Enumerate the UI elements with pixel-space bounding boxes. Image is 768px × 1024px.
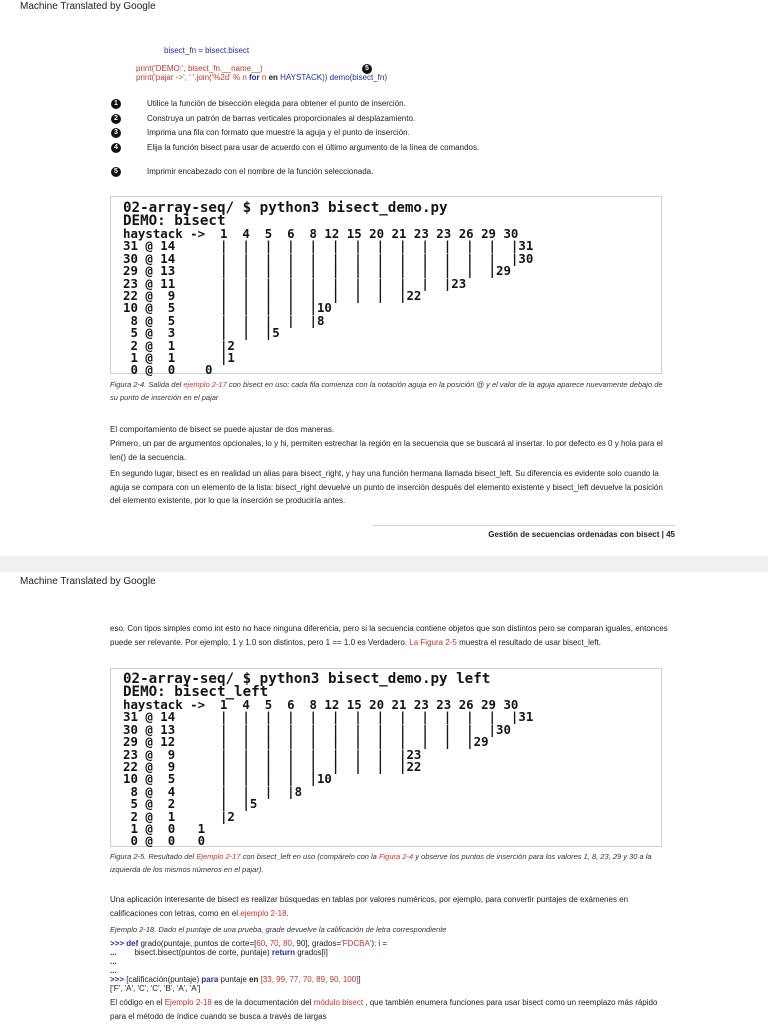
code-line-bisect-call: ... bisect.bisect(puntos de corte, puntaje) return grados[i]: [110, 948, 328, 957]
footer-rule: [373, 525, 675, 526]
paragraph-intro: eso. Con tipos simples como int esto no hace ninguna diferencia, pero si la secuencia contiene objetos que son distintos pero se comparan iguales, entonces puede ser relevante. Por ejemplo, 1 y 1.0 son distintos, pero 1 == 1.0 es Verdadero. La Figura 2-5 muestra el resultado de usar bisect_left.: [110, 624, 668, 647]
link-ejemplo-2-17[interactable]: ejemplo 2-17: [183, 380, 227, 389]
callout-3-icon: 3: [111, 128, 121, 138]
callout-5-icon: 5: [362, 64, 372, 74]
callout-5b-icon: 5: [111, 167, 121, 177]
machine-translated-label: Machine Translated by Google: [20, 576, 156, 587]
link-figura-2-5[interactable]: La Figura 2-5: [409, 637, 457, 647]
code-line-continuation: ...: [110, 966, 117, 975]
terminal-header: 02-array-seq/ $ python3 bisect_demo.py left DEMO: bisect_left: [123, 671, 491, 700]
link-ejemplo-2-18[interactable]: Ejemplo 2-18: [164, 998, 212, 1007]
code-line-result: ['F', 'A', 'C', 'C', 'B', 'A', 'A']: [110, 984, 201, 993]
callout-2-icon: 2: [111, 114, 121, 124]
link-ejemplo-2-17[interactable]: Ejemplo 2-17: [196, 852, 241, 861]
code-line-continuation: ...: [110, 957, 117, 966]
terminal-output-bisect-left: [110, 668, 662, 847]
terminal-header: 02-array-seq/ $ python3 bisect_demo.py DEMO: bisect: [123, 200, 448, 229]
page-46: [0, 572, 768, 1024]
code-line-def-grado: >>> def grado(puntaje, puntos de corte=[60, 70, 80, 90], grados='FDCBA'): i =: [110, 939, 388, 948]
example-caption-2-18: Ejemplo 2-18. Dado el puntaje de una prueba, grade devuelve la calificación de letra correspondiente: [110, 925, 447, 934]
code-line-list-comprehension: >>> [calificación(puntaje) para puntaje en [33, 99, 77, 70, 89, 90, 100]]: [110, 975, 361, 984]
code-line-print-demo: print('DEMO:', bisect_fn.__name__): [136, 64, 263, 73]
code-line-print-haystack: print('pajar ->', ' '.join('%2d' % n for n en HAYSTACK)) demo(bisect_fn): [136, 73, 387, 82]
terminal-output-bisect: [110, 196, 662, 378]
bullet-text-1: Utilice la función de bisección elegida para obtener el punto de inserción.: [147, 99, 406, 108]
paragraph-bisect-right: En segundo lugar, bisect es en realidad un alias para bisect_right, y hay una función hermana llamada bisect_left. Su diferencia es evidente solo cuando la aguja se compara con un elemento de la lista: bisect_right devuelve un punto de inserción después del elemento existente y bisect_left devuelve la posición del elemento existente, por lo que la inserción se produciría antes.: [110, 469, 663, 505]
figure-caption-2-5: Figura 2-5. Resultado del Ejemplo 2-17 con bisect_left en uso (compárelo con la Figura 2-4 y observe los puntos de inserción para los valores 1, 8, 23, 29 y 30 a la izquierda de los mismos números en el pajar).: [110, 852, 652, 874]
figure-caption-2-4: Figura 2-4. Salida del ejemplo 2-17 con bisect en uso: cada fila comienza con la notación aguja en la posición @ y el valor de la aguja aparece nuevamente debajo de su punto de inserción en el pajar: [110, 380, 663, 402]
link-ejemplo-2-18[interactable]: ejemplo 2-18: [240, 908, 287, 918]
page-footer: Gestión de secuencias ordenadas con bisect | 45: [488, 530, 675, 539]
terminal-body: haystack -> 1 4 5 6 8 12 15 20 21 23 23 26 29 30 31 @ 14 | | | | | | | | | | | | | |31 30 @ 13 | | | | | | | | | | | | |30 29 @ 12 | | | | | | | | | | | |29 23 @ 9 | | | | | | | | |23 22 @ 9 | | | | | | | | |22 10 @ 5 | | | | |10 8 @ 4 | | | |8 5 @ 2 | |5 2 @ 1 |2 1 @ 0 1 0 @ 0 0: [123, 697, 534, 849]
terminal-body: haystack -> 1 4 5 6 8 12 15 20 21 23 23 26 29 30 31 @ 14 | | | | | | | | | | | | | |31 30 @ 14 | | | | | | | | | | | | | |30 29 @ 13 | | | | | | | | | | | | |29 23 @ 11 | | | | | | | | | | |23 22 @ 9 | | | | | | | | |22 10 @ 5 | | | | |10 8 @ 5 | | | | |8 5 @ 3 | | |5 2 @ 1 |2 1 @ 1 |1 0 @ 0 0: [123, 226, 534, 378]
paragraph-ajustar: El comportamiento de bisect se puede ajustar de dos maneras.: [110, 425, 335, 434]
bullet-text-3: Imprima una fila con formato que muestre la aguja y el punto de inserción.: [147, 128, 410, 137]
link-figura-2-4[interactable]: Figura 2-4: [378, 852, 414, 861]
link-modulo-bisect[interactable]: módulo bisect: [313, 998, 364, 1007]
callout-4-icon: 4: [111, 143, 121, 153]
paragraph-argumentos: Primero, un par de argumentos opcionales, lo y hi, permiten estrechar la región en la secuencia que se buscará al insertar. lo por defecto es 0 y hola para el len() de la secuencia.: [110, 439, 663, 462]
bullet-text-4: Elija la función bisect para usar de acuerdo con el último argumento de la línea de comandos.: [147, 143, 480, 152]
callout-1-icon: 1: [111, 99, 121, 109]
machine-translated-label: Machine Translated by Google: [20, 1, 156, 12]
paragraph-documentacion: El código en el Ejemplo 2-18 es de la documentación del módulo bisect , que también enumera funciones para usar bisect como un reemplazo más rápido para el método de índice cuando se busca a través de largas: [110, 998, 658, 1021]
paragraph-aplicacion: Una aplicación interesante de bisect es realizar búsquedas en tablas por valores numéricos, por ejemplo, para convertir puntajes de exámenes en calificaciones con letras, como en el ejemplo 2-18.: [110, 895, 629, 918]
bullet-text-2: Construya un patrón de barras verticales proporcionales al desplazamiento.: [147, 114, 416, 123]
code-line-bisect-fn: bisect_fn = bisect.bisect: [164, 46, 250, 55]
bullet-text-5: Imprimir encabezado con el nombre de la función seleccionada.: [147, 167, 374, 176]
